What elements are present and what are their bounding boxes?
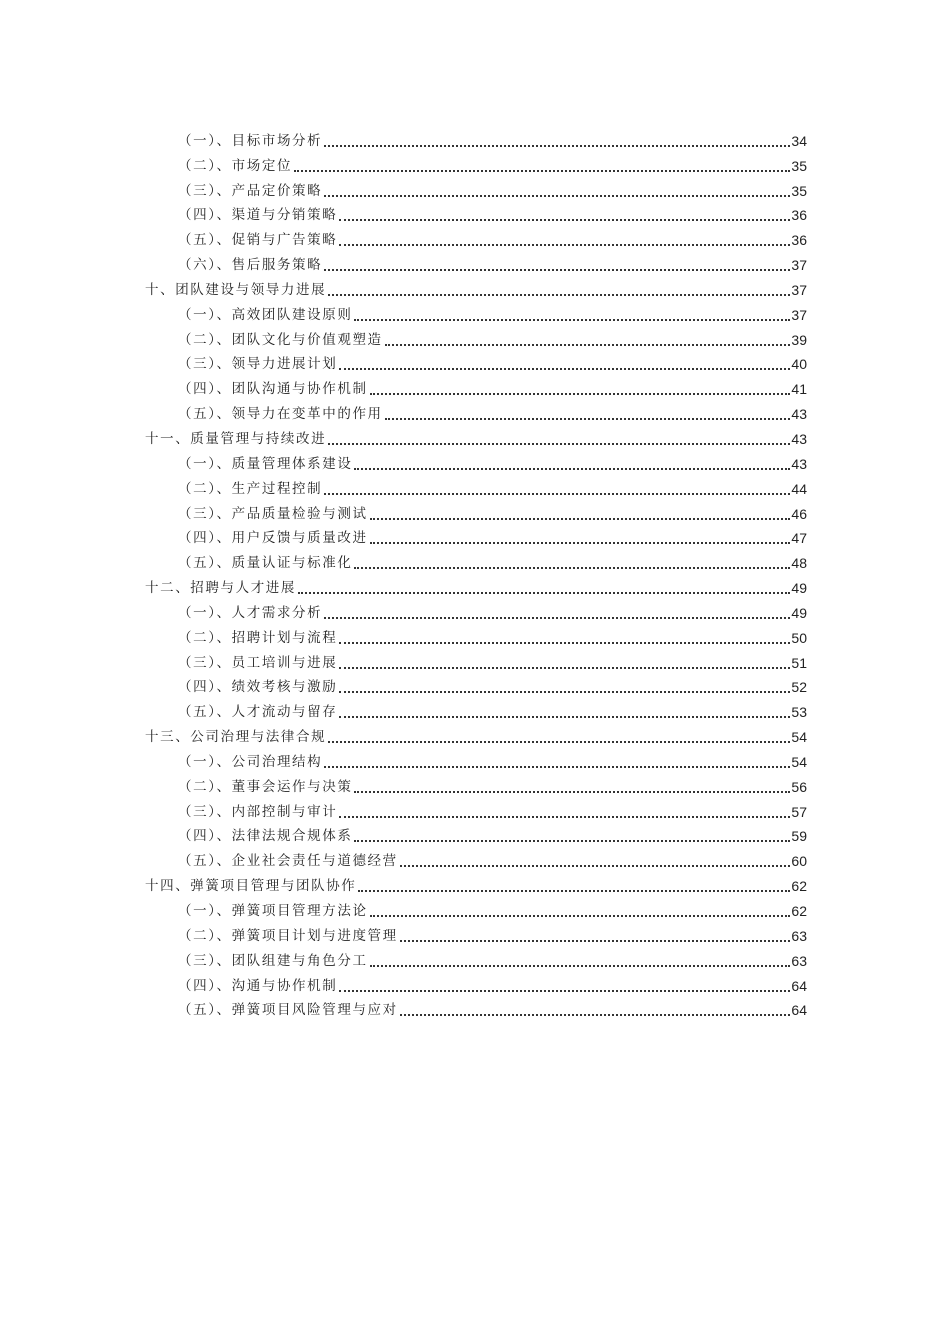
toc-entry-title: （二）、团队文化与价值观塑造 xyxy=(178,331,383,348)
dot-leader xyxy=(298,592,790,594)
toc-section-entry[interactable] xyxy=(145,797,807,822)
dot-leader xyxy=(354,791,790,793)
toc-section-entry[interactable] xyxy=(145,822,807,847)
toc-entry-title: （四）、用户反馈与质量改进 xyxy=(178,530,368,547)
toc-section-entry[interactable] xyxy=(145,598,807,623)
toc-page-number: 37 xyxy=(791,306,807,323)
toc-entry-title: （四）、法律法规合规体系 xyxy=(178,828,353,845)
toc-entry-title: （三）、产品定价策略 xyxy=(178,182,323,199)
dot-leader xyxy=(385,418,791,420)
dot-leader xyxy=(324,493,790,495)
toc-section-entry[interactable] xyxy=(145,499,807,524)
toc-entry-title: （五）、促销与广告策略 xyxy=(178,232,338,249)
toc-page-number: 46 xyxy=(791,505,807,522)
toc-page-number: 49 xyxy=(791,604,807,621)
dot-leader xyxy=(354,840,790,842)
dot-leader xyxy=(339,642,790,644)
dot-leader xyxy=(358,890,790,892)
toc-section-entry[interactable] xyxy=(145,971,807,996)
toc-page-number: 44 xyxy=(791,480,807,497)
toc-entry-title: （一）、高效团队建设原则 xyxy=(178,306,353,323)
dot-leader xyxy=(339,990,790,992)
toc-section-entry[interactable] xyxy=(145,921,807,946)
dot-leader xyxy=(370,542,791,544)
dot-leader xyxy=(370,518,791,520)
toc-entry-title: （五）、弹簧项目风险管理与应对 xyxy=(178,1002,398,1019)
toc-page-number: 47 xyxy=(791,530,807,547)
dot-leader xyxy=(328,294,790,296)
dot-leader xyxy=(385,344,791,346)
toc-section-entry[interactable] xyxy=(145,548,807,573)
toc-page-number: 64 xyxy=(791,1002,807,1019)
dot-leader xyxy=(354,319,790,321)
toc-page-number: 54 xyxy=(791,729,807,746)
toc-page-number: 35 xyxy=(791,182,807,199)
toc-section-entry[interactable] xyxy=(145,946,807,971)
toc-section-entry[interactable] xyxy=(145,126,807,151)
toc-chapter-entry[interactable] xyxy=(145,871,807,896)
toc-page-number: 59 xyxy=(791,828,807,845)
dot-leader xyxy=(339,667,790,669)
dot-leader xyxy=(324,766,790,768)
toc-entry-title: （二）、市场定位 xyxy=(178,157,293,174)
dot-leader xyxy=(339,244,790,246)
dot-leader xyxy=(339,219,790,221)
toc-page-number: 53 xyxy=(791,704,807,721)
dot-leader xyxy=(324,269,790,271)
toc-entry-title: （四）、绩效考核与激励 xyxy=(178,679,338,696)
toc-section-entry[interactable] xyxy=(145,648,807,673)
toc-entry-title: （三）、团队组建与角色分工 xyxy=(178,952,368,969)
toc-entry-title: （三）、产品质量检验与测试 xyxy=(178,505,368,522)
toc-entry-title: （一）、人才需求分析 xyxy=(178,604,323,621)
dot-leader xyxy=(370,965,791,967)
toc-chapter-entry[interactable] xyxy=(145,722,807,747)
dot-leader xyxy=(339,368,790,370)
toc-entry-title: （五）、领导力在变革中的作用 xyxy=(178,406,383,423)
toc-page-number: 48 xyxy=(791,555,807,572)
toc-entry-title: （四）、渠道与分销策略 xyxy=(178,207,338,224)
toc-entry-title: （二）、生产过程控制 xyxy=(178,480,323,497)
toc-entry-title: 十一、质量管理与持续改进 xyxy=(145,430,327,447)
toc-entry-title: 十二、招聘与人才进展 xyxy=(145,580,296,597)
toc-section-entry[interactable] xyxy=(145,772,807,797)
toc-page-number: 54 xyxy=(791,753,807,770)
toc-page-number: 36 xyxy=(791,207,807,224)
dot-leader xyxy=(354,567,790,569)
toc-page-number: 64 xyxy=(791,977,807,994)
toc-section-entry[interactable] xyxy=(145,697,807,722)
toc-section-entry[interactable] xyxy=(145,996,807,1021)
toc-entry-title: （五）、企业社会责任与道德经营 xyxy=(178,853,398,870)
toc-section-entry[interactable] xyxy=(145,325,807,350)
toc-entry-title: （三）、内部控制与审计 xyxy=(178,803,338,820)
toc-page-number: 34 xyxy=(791,132,807,149)
dot-leader xyxy=(339,816,790,818)
toc-page-number: 35 xyxy=(791,157,807,174)
toc-section-entry[interactable] xyxy=(145,350,807,375)
toc-section-entry[interactable] xyxy=(145,399,807,424)
table-of-contents xyxy=(145,126,807,1020)
toc-section-entry[interactable] xyxy=(145,623,807,648)
dot-leader xyxy=(339,691,790,693)
toc-page-number: 60 xyxy=(791,853,807,870)
toc-page-number: 50 xyxy=(791,629,807,646)
toc-section-entry[interactable] xyxy=(145,176,807,201)
toc-section-entry[interactable] xyxy=(145,151,807,176)
toc-entry-title: （一）、质量管理体系建设 xyxy=(178,455,353,472)
toc-entry-title: （五）、人才流动与留存 xyxy=(178,704,338,721)
toc-entry-title: （四）、沟通与协作机制 xyxy=(178,977,338,994)
toc-entry-title: （三）、员工培训与进展 xyxy=(178,654,338,671)
toc-page-number: 57 xyxy=(791,803,807,820)
toc-entry-title: （二）、弹簧项目计划与进度管理 xyxy=(178,927,398,944)
dot-leader xyxy=(328,741,790,743)
toc-page-number: 41 xyxy=(791,381,807,398)
toc-section-entry[interactable] xyxy=(145,474,807,499)
toc-page-number: 62 xyxy=(791,878,807,895)
toc-entry-title: （六）、售后服务策略 xyxy=(178,257,323,274)
toc-page-number: 52 xyxy=(791,679,807,696)
toc-entry-title: （三）、领导力进展计划 xyxy=(178,356,338,373)
toc-entry-title: （五）、质量认证与标准化 xyxy=(178,555,353,572)
toc-section-entry[interactable] xyxy=(145,673,807,698)
toc-entry-title: 十、团队建设与领导力进展 xyxy=(145,281,327,298)
toc-entry-title: （二）、董事会运作与决策 xyxy=(178,778,353,795)
toc-page-number: 49 xyxy=(791,580,807,597)
dot-leader xyxy=(400,865,791,867)
toc-section-entry[interactable] xyxy=(145,747,807,772)
toc-page-number: 43 xyxy=(791,406,807,423)
toc-page-number: 40 xyxy=(791,356,807,373)
toc-page-number: 51 xyxy=(791,654,807,671)
dot-leader xyxy=(400,940,791,942)
toc-section-entry[interactable] xyxy=(145,250,807,275)
toc-chapter-entry[interactable] xyxy=(145,424,807,449)
toc-page-number: 39 xyxy=(791,331,807,348)
dot-leader xyxy=(339,716,790,718)
toc-page-number: 36 xyxy=(791,232,807,249)
toc-page-number: 37 xyxy=(791,281,807,298)
toc-entry-title: （一）、公司治理结构 xyxy=(178,753,323,770)
dot-leader xyxy=(324,195,790,197)
toc-section-entry[interactable] xyxy=(145,449,807,474)
dot-leader xyxy=(324,145,790,147)
toc-page-number: 63 xyxy=(791,927,807,944)
dot-leader xyxy=(370,915,791,917)
toc-entry-title: （四）、团队沟通与协作机制 xyxy=(178,381,368,398)
toc-section-entry[interactable] xyxy=(145,300,807,325)
toc-page-number: 56 xyxy=(791,778,807,795)
toc-section-entry[interactable] xyxy=(145,225,807,250)
toc-section-entry[interactable] xyxy=(145,201,807,226)
toc-page-number: 43 xyxy=(791,430,807,447)
toc-entry-title: 十四、弹簧项目管理与团队协作 xyxy=(145,878,357,895)
toc-section-entry[interactable] xyxy=(145,524,807,549)
toc-entry-title: （一）、弹簧项目管理方法论 xyxy=(178,903,368,919)
toc-page-number: 63 xyxy=(791,952,807,969)
toc-chapter-entry[interactable] xyxy=(145,573,807,598)
toc-page-number: 37 xyxy=(791,257,807,274)
dot-leader xyxy=(324,617,790,619)
dot-leader xyxy=(370,393,791,395)
dot-leader xyxy=(328,443,790,445)
dot-leader xyxy=(400,1014,791,1016)
toc-page-number: 62 xyxy=(791,903,807,919)
toc-section-entry[interactable] xyxy=(145,846,807,871)
dot-leader xyxy=(294,170,790,172)
toc-entry-title: （二）、招聘计划与流程 xyxy=(178,629,338,646)
toc-section-entry[interactable] xyxy=(145,896,807,921)
dot-leader xyxy=(354,468,790,470)
toc-page-number: 43 xyxy=(791,455,807,472)
toc-chapter-entry[interactable] xyxy=(145,275,807,300)
toc-entry-title: （一）、目标市场分析 xyxy=(178,132,323,149)
toc-entry-title: 十三、公司治理与法律合规 xyxy=(145,729,327,746)
toc-section-entry[interactable] xyxy=(145,374,807,399)
